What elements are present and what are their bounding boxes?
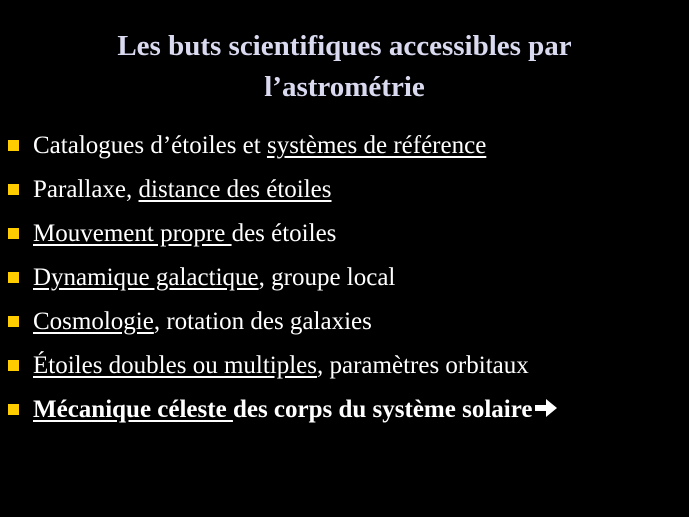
bullet-item-cosmologie [0,300,689,344]
title-line-1: Les buts scientifiques accessibles par [117,30,572,62]
bullet-square-icon [8,228,19,239]
bullet-text-tail: des corps du système solaire [232,396,533,423]
bullet-item-mouvement-propre [0,212,689,256]
bullet-text-tail: , groupe local [258,264,396,291]
bullet-square-icon [8,272,19,283]
bullet-text: Catalogues d’étoiles et [33,132,267,159]
link-dynamique-galactique[interactable]: Dynamique galactique [33,264,259,291]
bullet-square-icon [8,360,19,371]
bullet-item-parallaxe [0,168,689,212]
bullet-text-tail: , paramètres orbitaux [317,352,529,379]
bullet-square-icon [8,140,19,151]
bullet-item-mecanique-celeste [0,388,689,432]
right-arrow-icon[interactable] [533,397,559,419]
link-mecanique-celeste[interactable]: Mécanique céleste [33,396,233,423]
bullet-text-tail: , rotation des galaxies [153,308,372,335]
link-mouvement-propre[interactable]: Mouvement propre [33,220,232,247]
bullet-list [0,124,689,432]
bullet-text-tail: des étoiles [231,220,337,247]
bullet-square-icon [8,184,19,195]
bullet-item-dynamique-galactique [0,256,689,300]
bullet-square-icon [8,316,19,327]
link-etoiles-doubles[interactable]: Étoiles doubles ou multiples [33,352,318,379]
bullet-item-catalogues [0,124,689,168]
bullet-item-etoiles-doubles [0,344,689,388]
bullet-square-icon [8,404,19,415]
link-cosmologie[interactable]: Cosmologie [33,308,154,335]
link-distance-des-etoiles[interactable]: distance des étoiles [138,176,332,203]
title-line-2: l’astrométrie [264,71,425,103]
bullet-text: Parallaxe, [33,176,139,203]
slide-title [20,26,669,108]
link-systemes-de-reference[interactable]: systèmes de référence [266,132,487,159]
